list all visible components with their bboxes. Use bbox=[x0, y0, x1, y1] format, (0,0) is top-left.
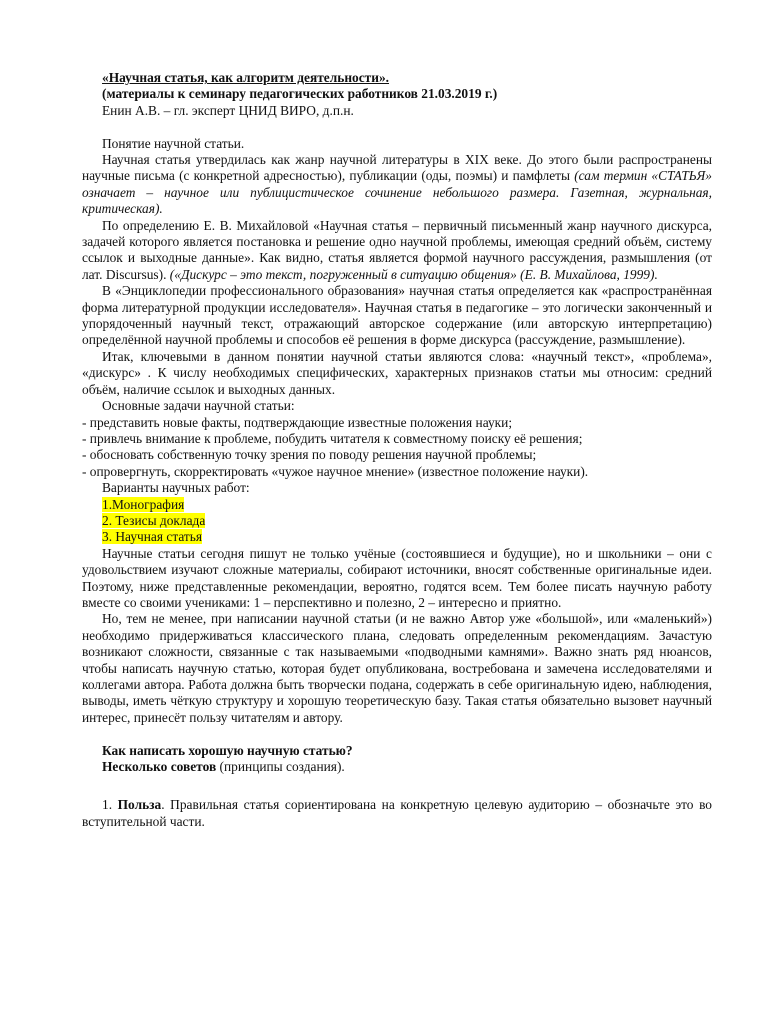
variant-item bbox=[82, 529, 712, 545]
paragraph-plan: Но, тем не менее, при написании научной статьи (и не важно Автор уже «большой», или «маленький») необходимо придерживаться классического плана, следовать определенным рекомендациям. Зачастую возникают сложности, связанные с так называемыми «подводными камнями». Важно знать ряд нюансов, чтобы написать научную статью, которая будет опубликована, востребована и замечена исследователями и коллегами автора. Работа должна быть творчески подана, содержать в себе оригинальную идею, наблюдения, выводы, иметь чёткую структуру и хорошую теоретическую базу. Такая статья обязательно вызовет научный интерес, принесёт пользу читателям и автору. bbox=[82, 611, 712, 725]
task-item: - представить новые факты, подтверждающие известные положения науки; bbox=[82, 414, 513, 430]
point-text: . Правильная статья сориентирована на конкретную целевую аудиторию – обозначьте это во вступительной части. bbox=[82, 797, 713, 829]
highlighted-text: 3. Научная статья bbox=[102, 529, 203, 545]
task-item: - опровергнуть, скорректировать «чужое научное мнение» (известное положение науки). bbox=[82, 463, 589, 479]
document-title: «Научная статья, как алгоритм деятельности». bbox=[102, 70, 390, 85]
paragraph-encyclopedia: В «Энциклопедии профессионального образования» научная статья определяется как «распространённая форма литературной продукции исследователя». Научная статья в педагогике – это логически законченный и упорядоченный научный текст, отражающий авторское содержание (или авторскую интерпретацию) определённой научной проблемы и способов её решения в форме дискурса (рассуждение, размышление). bbox=[82, 283, 712, 348]
variant-item bbox=[82, 513, 712, 529]
paragraph-italic-note: (сам термин «СТАТЬЯ» означает – научное или публицистическое сочинение небольшого размера. Газетная, журнальная, критическая). bbox=[82, 168, 712, 217]
highlighted-text: 2. Тезисы доклада bbox=[102, 512, 206, 528]
point-title: Польза bbox=[117, 797, 162, 813]
blank-line bbox=[82, 726, 712, 742]
advice-subheading-bold: Несколько советов bbox=[102, 759, 217, 775]
task-item: - привлечь внимание к проблеме, побудить читателя к совместному поиску её решения; bbox=[82, 430, 583, 446]
advice-heading: Как написать хорошую научную статью? bbox=[102, 742, 353, 758]
section-heading-concept: Понятие научной статьи. bbox=[102, 135, 245, 151]
document-page bbox=[82, 70, 712, 830]
point-usefulness bbox=[82, 797, 712, 830]
blank-line bbox=[82, 775, 712, 797]
paragraph-text: По определению Е. В. Михайловой «Научная статья – первичный письменный жанр научного дискурса, задачей которого является постановка и решение одно научной проблемы, имеющая средний объём, систему ссылок и выходные данные». Как видно, статья является формой научного рассуждения, размышления (от лат. Discursus). bbox=[82, 217, 712, 282]
variants-heading: Варианты научных работ: bbox=[102, 480, 250, 496]
tasks-heading: Основные задачи научной статьи: bbox=[102, 398, 295, 414]
document-subtitle: (материалы к семинару педагогических работников 21.03.2019 г.) bbox=[102, 86, 498, 102]
paragraph-authors: Научные статьи сегодня пишут не только учёные (состоявшиеся и будущие), но и школьники – они с удовольствием изучают сложные материалы, собирают источники, вносят собственные оригинальные идеи. Поэтому, ниже представленные рекомендации, вероятно, годятся всем. Тем более писать научную работу вместе со своими учениками: 1 – перспективно и полезно, 2 – интересно и приятно. bbox=[82, 545, 712, 610]
paragraph-keywords: Итак, ключевыми в данном понятии научной статьи являются слова: «научный текст», «проблема», «дискурс» . К числу необходимых специфических, характерных признаков статьи мы относим: средний объём, наличие ссылок и выходных данных. bbox=[82, 348, 712, 397]
advice-subheading bbox=[82, 759, 712, 775]
author-line: Енин А.В. – гл. эксперт ЦНИД ВИРО, д.п.н. bbox=[102, 102, 354, 118]
task-item: - обосновать собственную точку зрения по поводу решения научной проблемы; bbox=[82, 447, 537, 463]
paragraph-definition bbox=[82, 218, 712, 284]
highlighted-text: 1.Монография bbox=[102, 496, 185, 512]
paragraph-italic-note: («Дискурс – это текст, погруженный в ситуацию общения» (Е. В. Михайлова, 1999). bbox=[169, 266, 658, 282]
advice-subheading-text: (принципы создания). bbox=[216, 759, 345, 775]
point-number: 1. bbox=[102, 797, 118, 813]
blank-line bbox=[82, 119, 712, 135]
paragraph-text: Научная статья утвердилась как жанр научной литературы в XIX веке. До этого были распространены научные письма (с конкретной адресностью), публикации (оды, поэмы) и памфлеты bbox=[82, 152, 712, 184]
paragraph-history bbox=[82, 152, 712, 218]
variant-item bbox=[82, 497, 712, 513]
